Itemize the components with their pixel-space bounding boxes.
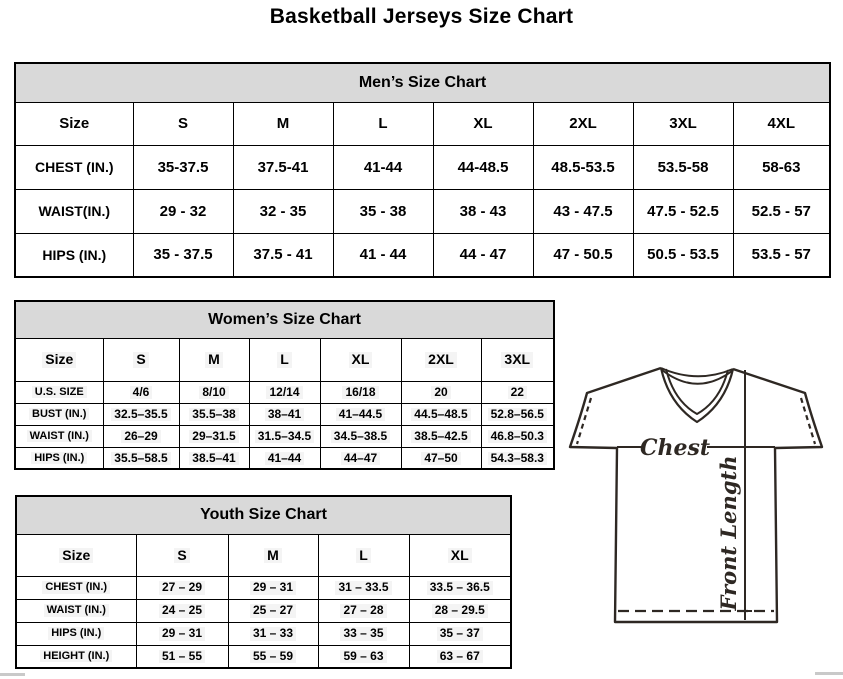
mens-column-header (15, 102, 133, 145)
womens-value-cell (249, 381, 320, 403)
womens-value: 38.5–41 (189, 452, 238, 465)
womens-value-cell (320, 381, 401, 403)
mens-value: 48.5-53.5 (551, 158, 615, 176)
mens-value: 52.5 - 57 (751, 202, 811, 220)
mens-value-cell (133, 145, 233, 189)
womens-column-header-label: 2XL (425, 352, 457, 367)
womens-value: 32.5–35.5 (111, 408, 170, 421)
womens-row-label-text: WAIST (IN.) (27, 430, 92, 442)
womens-value-cell (320, 425, 401, 447)
womens-value: 38.5–42.5 (411, 430, 470, 443)
youth-column-header (136, 534, 228, 576)
womens-column-header-label: 3XL (501, 352, 533, 367)
mens-value-cell (233, 145, 333, 189)
womens-value-cell (249, 403, 320, 425)
youth-row-label (16, 599, 136, 622)
mens-row-label (15, 189, 133, 233)
womens-column-header (249, 338, 320, 381)
mens-column-header (433, 102, 533, 145)
youth-value: 28 – 29.5 (432, 604, 488, 617)
womens-value-cell (179, 447, 249, 469)
mens-value-cell (233, 233, 333, 277)
womens-value: 35.5–38 (189, 408, 238, 421)
womens-value: 54.3–58.3 (488, 452, 547, 465)
mens-value: 41 - 44 (359, 246, 407, 264)
womens-value-cell (481, 425, 554, 447)
womens-column-header-label: Size (42, 352, 76, 367)
mens-value: 37.5-41 (257, 158, 309, 176)
youth-value: 33 – 35 (340, 627, 386, 640)
womens-value: 16/18 (342, 386, 378, 399)
womens-value: 26–29 (121, 430, 160, 443)
youth-column-header-label: S (174, 548, 189, 563)
womens-row-label (15, 447, 103, 469)
mens-column-header-label: M (276, 115, 290, 132)
mens-value: 47 - 50.5 (553, 246, 613, 264)
jersey-outline (570, 368, 822, 622)
womens-column-header-label: M (205, 352, 223, 367)
scrollbar-fragment-right (815, 672, 843, 675)
collar-back-curve-icon (661, 368, 733, 376)
mens-value: 37.5 - 41 (253, 246, 313, 264)
womens-column-header (481, 338, 554, 381)
mens-column-header (733, 102, 830, 145)
youth-value: 27 – 28 (340, 604, 386, 617)
mens-value: 47.5 - 52.5 (647, 202, 719, 220)
womens-value: 35.5–58.5 (111, 452, 170, 465)
youth-value-cell (409, 645, 511, 668)
mens-value-cell (233, 189, 333, 233)
mens-column-header-label: XL (473, 115, 493, 132)
mens-value-cell (333, 189, 433, 233)
mens-row-label-text: CHEST (IN.) (34, 159, 114, 175)
womens-row-label-text: HIPS (IN.) (31, 452, 87, 464)
youth-size-table (15, 495, 512, 669)
womens-value-cell (401, 447, 481, 469)
youth-value-cell (228, 622, 318, 645)
youth-row-label (16, 645, 136, 668)
mens-value-cell (133, 233, 233, 277)
womens-row-label-text: U.S. SIZE (32, 386, 87, 398)
mens-value: 35-37.5 (157, 158, 209, 176)
youth-value: 29 – 31 (159, 627, 205, 640)
womens-value-cell (179, 425, 249, 447)
mens-value-cell (433, 189, 533, 233)
mens-chart-title: Men’s Size Chart (15, 63, 830, 102)
womens-value: 44–47 (341, 452, 380, 465)
mens-column-header (233, 102, 333, 145)
womens-value-cell (103, 447, 179, 469)
youth-column-header (228, 534, 318, 576)
mens-column-header (533, 102, 633, 145)
youth-value: 27 – 29 (159, 581, 205, 594)
youth-value: 24 – 25 (159, 604, 205, 617)
womens-column-header (103, 338, 179, 381)
mens-value-cell (133, 189, 233, 233)
mens-column-header (133, 102, 233, 145)
mens-column-header-label: Size (59, 115, 90, 132)
womens-column-header (15, 338, 103, 381)
womens-value: 46.8–50.3 (488, 430, 547, 443)
youth-value-cell (136, 576, 228, 599)
womens-row-label (15, 381, 103, 403)
mens-value: 50.5 - 53.5 (647, 246, 719, 264)
mens-column-header (333, 102, 433, 145)
youth-value: 59 – 63 (340, 650, 386, 663)
womens-column-header (401, 338, 481, 381)
youth-column-header-label: M (264, 548, 282, 563)
womens-row-label (15, 403, 103, 425)
womens-row-label (15, 425, 103, 447)
womens-value: 31.5–34.5 (255, 430, 314, 443)
youth-value-cell (409, 576, 511, 599)
youth-value: 31 – 33 (250, 627, 296, 640)
youth-column-header (16, 534, 136, 576)
womens-value: 44.5–48.5 (411, 408, 470, 421)
womens-value-cell (179, 381, 249, 403)
womens-value: 12/14 (266, 386, 302, 399)
womens-value: 47–50 (421, 452, 460, 465)
youth-value-cell (318, 576, 409, 599)
womens-value-cell (401, 381, 481, 403)
mens-row-label (15, 145, 133, 189)
womens-value-cell (320, 403, 401, 425)
womens-value-cell (481, 381, 554, 403)
youth-value-cell (409, 622, 511, 645)
mens-column-header (633, 102, 733, 145)
mens-value: 53.5 - 57 (751, 246, 811, 264)
womens-column-header (320, 338, 401, 381)
womens-value-cell (103, 425, 179, 447)
mens-column-header-label: 3XL (669, 115, 697, 132)
mens-column-header-label: S (177, 115, 188, 132)
mens-column-header-label: L (378, 115, 388, 132)
youth-row-label-text: WAIST (IN.) (44, 604, 109, 616)
youth-value: 25 – 27 (250, 604, 296, 617)
youth-column-header-label: Size (59, 548, 93, 563)
mens-value-cell (633, 189, 733, 233)
youth-column-header-label: L (356, 548, 371, 563)
youth-value: 63 – 67 (437, 650, 483, 663)
womens-column-header-label: L (277, 352, 292, 367)
womens-value-cell (401, 403, 481, 425)
mens-value-cell (633, 233, 733, 277)
womens-value: 41–44.5 (336, 408, 385, 421)
mens-value-cell (733, 233, 830, 277)
womens-row-label-text: BUST (IN.) (29, 408, 89, 420)
chest-label: Chest (639, 435, 711, 461)
mens-value-cell (333, 145, 433, 189)
mens-column-header-label: 4XL (767, 115, 796, 132)
womens-value: 22 (508, 386, 527, 399)
womens-value-cell (103, 381, 179, 403)
mens-value: 44 - 47 (459, 246, 507, 264)
mens-size-table (14, 62, 831, 278)
youth-chart-title: Youth Size Chart (16, 496, 511, 534)
youth-row-label (16, 576, 136, 599)
mens-value: 44-48.5 (457, 158, 509, 176)
womens-value: 34.5–38.5 (331, 430, 390, 443)
youth-value: 29 – 31 (250, 581, 296, 594)
mens-row-label-text: WAIST(IN.) (38, 203, 111, 219)
womens-value: 8/10 (199, 386, 228, 399)
mens-column-header-label: 2XL (569, 115, 597, 132)
womens-value: 52.8–56.5 (488, 408, 547, 421)
mens-value: 58-63 (762, 158, 801, 176)
womens-value: 4/6 (130, 386, 153, 399)
youth-value-cell (136, 645, 228, 668)
womens-value-cell (249, 447, 320, 469)
youth-value-cell (318, 622, 409, 645)
youth-column-header-label: XL (448, 548, 472, 563)
mens-value: 35 - 38 (359, 202, 407, 220)
mens-value-cell (533, 189, 633, 233)
youth-value: 33.5 – 36.5 (427, 581, 493, 594)
womens-value-cell (401, 425, 481, 447)
mens-value-cell (733, 145, 830, 189)
youth-value-cell (409, 599, 511, 622)
womens-column-header-label: S (133, 352, 148, 367)
page-title: Basketball Jerseys Size Chart (269, 5, 574, 28)
mens-value-cell (533, 233, 633, 277)
mens-value-cell (533, 145, 633, 189)
youth-value-cell (136, 599, 228, 622)
youth-row-label-text: HIPS (IN.) (48, 627, 104, 639)
youth-column-header (318, 534, 409, 576)
mens-value-cell (733, 189, 830, 233)
jersey-measurement-diagram (555, 360, 835, 630)
mens-value: 38 - 43 (459, 202, 507, 220)
mens-value-cell (433, 145, 533, 189)
womens-value-cell (481, 403, 554, 425)
youth-value-cell (136, 622, 228, 645)
youth-value: 31 – 33.5 (335, 581, 391, 594)
youth-row-label-text: HEIGHT (IN.) (40, 650, 112, 662)
mens-row-label-text: HIPS (IN.) (42, 246, 107, 263)
mens-value-cell (633, 145, 733, 189)
womens-value: 41–44 (265, 452, 304, 465)
youth-value-cell (228, 645, 318, 668)
mens-value-cell (433, 233, 533, 277)
youth-value-cell (318, 645, 409, 668)
youth-value-cell (228, 599, 318, 622)
youth-value: 35 – 37 (437, 627, 483, 640)
womens-chart-title: Women’s Size Chart (15, 301, 554, 338)
youth-value: 51 – 55 (159, 650, 205, 663)
youth-value: 55 – 59 (250, 650, 296, 663)
womens-value-cell (481, 447, 554, 469)
youth-row-label-text: CHEST (IN.) (42, 581, 110, 593)
womens-value-cell (179, 403, 249, 425)
womens-value: 20 (431, 386, 450, 399)
womens-value: 29–31.5 (189, 430, 238, 443)
youth-value-cell (228, 576, 318, 599)
scrollbar-fragment-left (0, 673, 25, 676)
womens-column-header-label: XL (349, 352, 373, 367)
mens-value: 32 - 35 (259, 202, 307, 220)
womens-value-cell (320, 447, 401, 469)
mens-value-cell (333, 233, 433, 277)
mens-value: 53.5-58 (657, 158, 709, 176)
womens-value-cell (249, 425, 320, 447)
womens-value: 38–41 (265, 408, 304, 421)
womens-column-header (179, 338, 249, 381)
womens-size-table (14, 300, 555, 470)
mens-row-label (15, 233, 133, 277)
youth-column-header (409, 534, 511, 576)
mens-value: 41-44 (363, 158, 403, 176)
womens-value-cell (103, 403, 179, 425)
mens-value: 35 - 37.5 (153, 246, 213, 264)
mens-value: 29 - 32 (159, 202, 207, 220)
youth-value-cell (318, 599, 409, 622)
mens-value: 43 - 47.5 (553, 202, 613, 220)
youth-row-label (16, 622, 136, 645)
front-length-label: Front Length (716, 455, 741, 611)
